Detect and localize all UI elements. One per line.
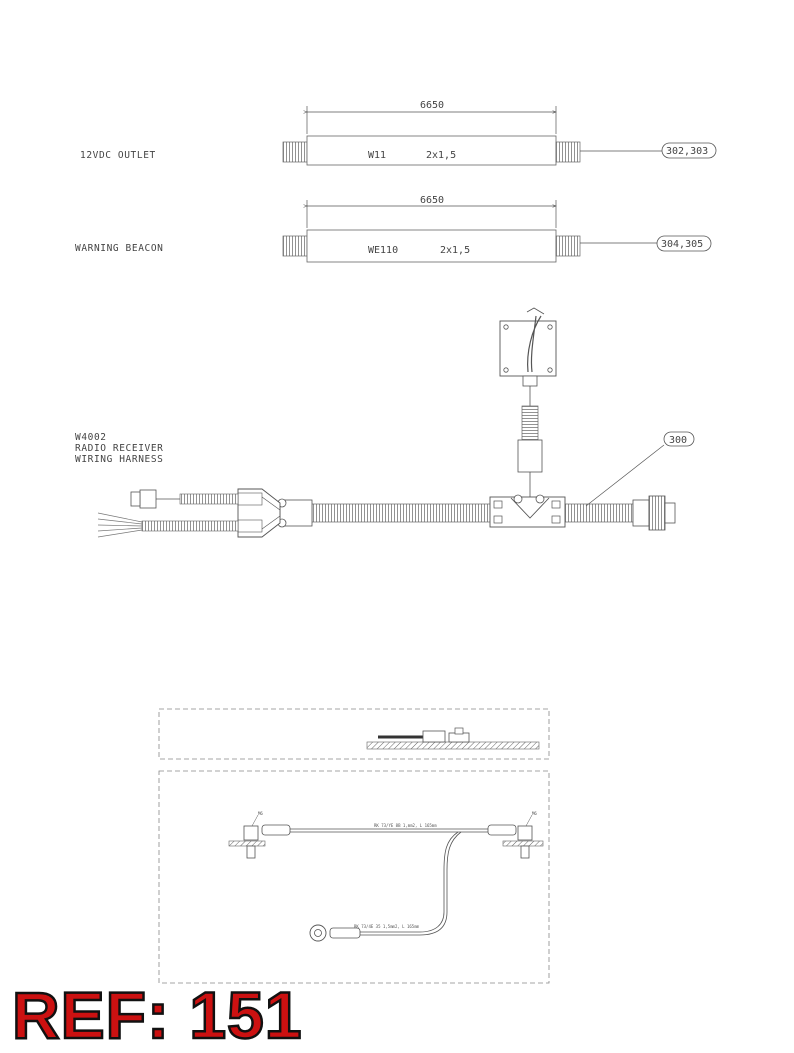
callout-text: 304,305 [661, 239, 704, 250]
terminal-label-right: M6 [532, 811, 537, 816]
main-conduit [312, 504, 490, 522]
connector-left [283, 236, 307, 256]
dimension-value: 6650 [420, 195, 445, 206]
right-connector [649, 496, 665, 530]
t-junction [490, 497, 565, 527]
reference-number: REF: 151 [12, 978, 303, 1052]
cable-description: 12VDC OUTLET [80, 150, 156, 161]
connector-right [556, 142, 580, 162]
cable-description: WARNING BEACON [75, 243, 164, 254]
cable-code: WE110 [368, 245, 399, 256]
radio-receiver-harness [75, 308, 694, 537]
terminal-label-left: M6 [258, 811, 263, 816]
callout-text: 302,303 [666, 146, 709, 157]
dimension-value: 6650 [420, 100, 445, 111]
harness-line1: RADIO RECEIVER [75, 443, 164, 454]
harness-code: W4002 [75, 432, 107, 443]
wire-label-bottom: RK 73/4E 35 1,5mm2, L 165mm [354, 924, 420, 929]
cable-body [307, 230, 556, 262]
connector-right [556, 236, 580, 256]
detail-view-top [159, 709, 549, 759]
cable-warning-beacon [75, 195, 711, 262]
cable-spec: 2x1,5 [426, 150, 457, 161]
connector-left [283, 142, 307, 162]
cable-code: W11 [368, 150, 387, 161]
wire-label-top: RK 73/YE 8B 1,mm2, L 165mm [374, 823, 437, 828]
y-splitter [238, 489, 280, 537]
cable-spec: 2x1,5 [440, 245, 471, 256]
radio-receiver-box [500, 308, 556, 386]
callout-text: 300 [669, 435, 688, 446]
detail-view-bottom [159, 771, 549, 983]
loose-wires [98, 513, 142, 537]
cable-12vdc-outlet [80, 100, 716, 165]
harness-line2: WIRING HARNESS [75, 454, 164, 465]
